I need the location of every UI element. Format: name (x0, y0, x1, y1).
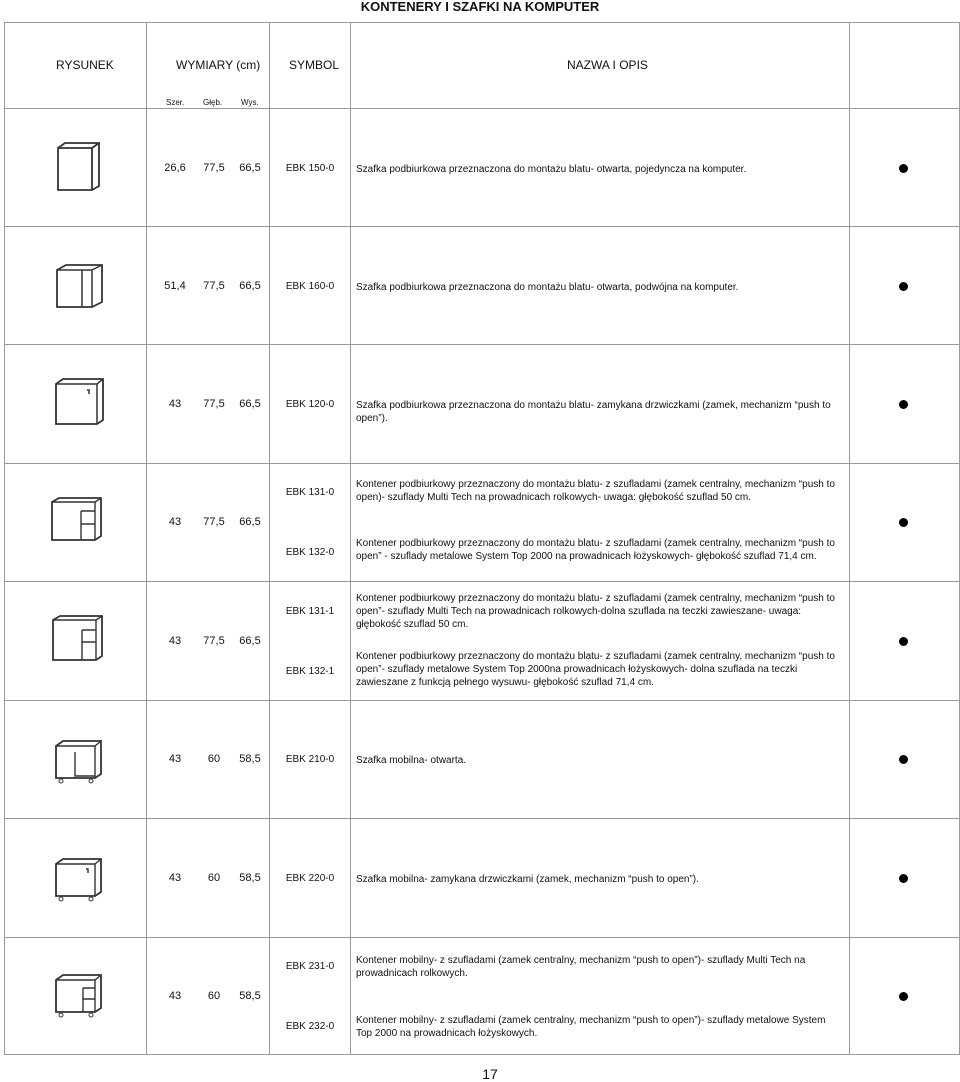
column-divider (269, 22, 270, 1054)
symbol: EBK 160-0 (285, 281, 335, 292)
symbol: EBK 210-0 (285, 754, 335, 765)
symbol: EBK 132-0 (285, 547, 335, 558)
height-value: 58,5 (239, 872, 261, 884)
availability-dot (899, 755, 908, 764)
availability-dot (899, 992, 908, 1001)
depth-value: 60 (207, 990, 221, 1002)
description: Szafka mobilna- otwarta. (356, 755, 467, 766)
open-single-cabinet-icon (55, 140, 105, 192)
availability-dot (899, 282, 908, 291)
description: Kontener podbiurkowy przeznaczony do montażu blatu- z szufladami (zamek centralny, mechanizm “push to open” - szuflady metalowe System Top 2000 na prowadnicach łożyskowych- głębokość szuflad 71,4 cm. (356, 538, 835, 562)
row-divider (4, 818, 960, 819)
header-nazwa: NAZWA I OPIS (567, 58, 648, 72)
row-divider (4, 581, 960, 582)
symbol: EBK 132-1 (285, 666, 335, 677)
row-divider (4, 108, 960, 109)
description: Kontener podbiurkowy przeznaczony do montażu blatu- z szufladami (zamek centralny, mechanizm “push to open”- szuflady metalowe System Top 2000na prowadnicach łożyskowych- dolna szuflada na teczki zawieszane z funkcją pełnego wysuwu- głębokość szuflad 71,4 cm. (356, 651, 835, 688)
width-value: 43 (168, 872, 182, 884)
row-divider (4, 937, 960, 938)
height-value: 58,5 (239, 990, 261, 1002)
symbol: EBK 120-0 (285, 399, 335, 410)
description: Kontener podbiurkowy przeznaczony do montażu blatu- z szufladami (zamek centralny, mechanizm “push to open”- szuflady Multi Tech na prowadnicach rolkowych-dolna szuflada na teczki zawieszane- uwaga: głębokość szuflad 50 cm. (356, 593, 835, 630)
height-value: 58,5 (239, 753, 261, 765)
header-glab: Głęb. (203, 98, 223, 107)
depth-value: 77,5 (203, 280, 225, 292)
symbol: EBK 131-0 (285, 487, 335, 498)
symbol: EBK 131-1 (285, 606, 335, 617)
header-symbol: SYMBOL (289, 58, 340, 72)
symbol: EBK 232-0 (285, 1021, 335, 1032)
width-value: 26,6 (164, 162, 186, 174)
row-divider (4, 226, 960, 227)
description: Szafka podbiurkowa przeznaczona do montażu blatu- otwarta, pojedyncza na komputer. (356, 164, 747, 175)
width-value: 51,4 (164, 280, 186, 292)
header-rysunek: RYSUNEK (56, 58, 114, 72)
depth-value: 77,5 (203, 162, 225, 174)
mobile-door-cabinet-icon (53, 856, 105, 902)
description: Kontener mobilny- z szufladami (zamek centralny, mechanizm “push to open”)- szuflady metalowe System Top 2000 na prowadnicach łożyskowych. (356, 1015, 826, 1039)
depth-value: 60 (207, 872, 221, 884)
height-value: 66,5 (239, 635, 261, 647)
mobile-open-cabinet-icon (53, 738, 105, 784)
open-double-cabinet-icon (54, 262, 106, 310)
availability-dot (899, 164, 908, 173)
width-value: 43 (168, 516, 182, 528)
width-value: 43 (168, 635, 182, 647)
row-divider (4, 344, 960, 345)
depth-value: 77,5 (203, 398, 225, 410)
column-divider (350, 22, 351, 1054)
door-cabinet-icon (53, 376, 107, 428)
row-divider (4, 700, 960, 701)
height-value: 66,5 (239, 398, 261, 410)
symbol: EBK 220-0 (285, 873, 335, 884)
column-divider (146, 22, 147, 1054)
availability-dot (899, 874, 908, 883)
column-divider (849, 22, 850, 1054)
header-szer: Szer. (166, 98, 185, 107)
width-value: 43 (168, 398, 182, 410)
description: Szafka mobilna- zamykana drzwiczkami (zamek, mechanizm “push to open”). (356, 874, 699, 885)
row-divider (4, 463, 960, 464)
description: Kontener mobilny- z szufladami (zamek centralny, mechanizm “push to open”)- szuflady Multi Tech na prowadnicach rolkowych. (356, 955, 806, 979)
header-wymiary: WYMIARY (cm) (176, 58, 261, 72)
symbol: EBK 150-0 (285, 163, 335, 174)
width-value: 43 (168, 990, 182, 1002)
header-wys: Wys. (241, 98, 259, 107)
mobile-drawer-container-icon (53, 972, 105, 1018)
page-number: 17 (482, 1066, 498, 1082)
depth-value: 60 (207, 753, 221, 765)
page-title: KONTENERY I SZAFKI NA KOMPUTER (360, 0, 600, 14)
height-value: 66,5 (239, 162, 261, 174)
availability-dot (899, 518, 908, 527)
availability-dot (899, 400, 908, 409)
availability-dot (899, 637, 908, 646)
description: Szafka podbiurkowa przeznaczona do montażu blatu- otwarta, podwójna na komputer. (356, 282, 739, 293)
width-value: 43 (168, 753, 182, 765)
description: Kontener podbiurkowy przeznaczony do montażu blatu- z szufladami (zamek centralny, mechanizm “push to open)- szuflady Multi Tech na prowadnicach rolkowych- uwaga: głębokość szuflad 50 cm. (356, 479, 835, 503)
file-drawer-container-icon (50, 614, 106, 666)
height-value: 66,5 (239, 516, 261, 528)
description: Szafka podbiurkowa przeznaczona do montażu blatu- zamykana drzwiczkami (zamek, mechanizm “push to open”). (356, 400, 831, 424)
height-value: 66,5 (239, 280, 261, 292)
row-divider (4, 1054, 960, 1055)
symbol: EBK 231-0 (285, 961, 335, 972)
depth-value: 77,5 (203, 516, 225, 528)
depth-value: 77,5 (203, 635, 225, 647)
drawer-container-icon (49, 496, 105, 546)
